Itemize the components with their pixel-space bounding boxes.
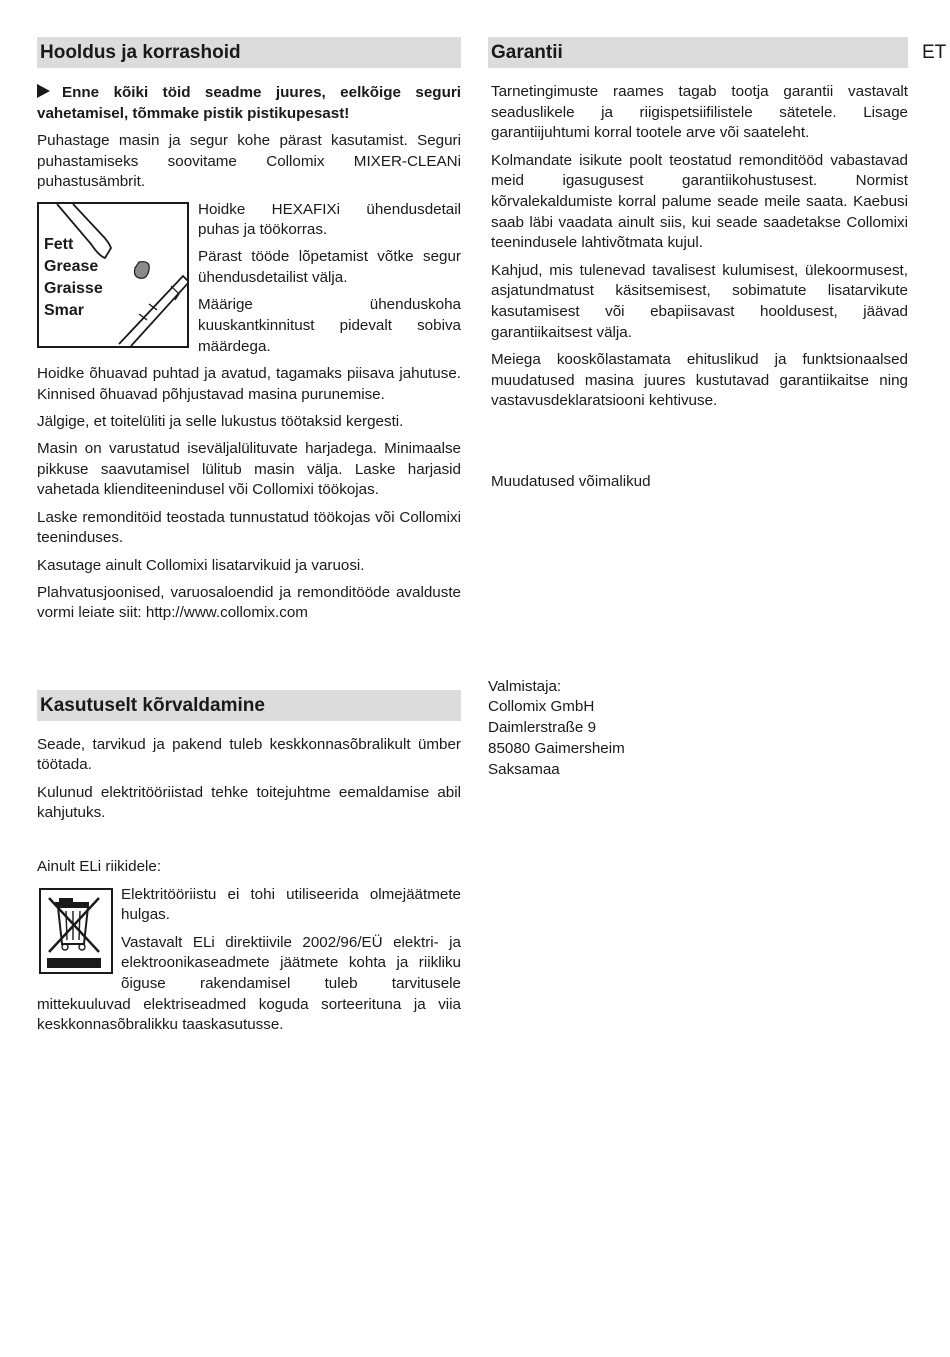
grease-paragraph: Määrige ühenduskoha kuuskantkinnitust pidevalt sobiva määrdega. [198, 296, 461, 355]
grease-labels [44, 234, 103, 322]
language-tag: ET [922, 42, 947, 63]
changes-note: Muudatused võimalikud [491, 472, 651, 490]
disposal-paragraph: Seade, tarvikud ja pakend tuleb keskkonnasõbralikult ümber töötada. [37, 735, 461, 774]
crossed-out-bin-icon [41, 890, 111, 972]
grease-word: Smar [44, 301, 85, 319]
maintenance-paragraph: Puhastage masin ja segur kohe pärast kasutamist. Seguri puhastamiseks soovitame Collomix MIXER-CLEANi puhastusämbrit. [37, 131, 461, 191]
grease-illustration [37, 202, 189, 348]
manufacturer-label: Valmistaja: [488, 677, 562, 695]
left-column [37, 37, 461, 1043]
maintenance-paragraph: Plahvatusjoonised, varuosaloendid ja remonditööde avalduste vormi leiate siit: http://www.collomix.com [37, 583, 461, 622]
weee-paragraph: Elektritööriistu ei tohi utiliseerida olmejäätmete hulgas. [121, 885, 461, 924]
warranty-paragraph: Kolmandate isikute poolt teostatud remonditööd vabastavad meid igasugusest garantiikohustusest. Normist kõrvalekaldumiste korral palume seade meile saata. Kaebusi saab läbi vaadata ainult siis, kui seade saadetakse Collomixi teenindusele lahtivõtmata kujul. [491, 151, 908, 252]
warranty-paragraph: Kahjud, mis tulenevad tavalisest kulumisest, ülekoormusest, asjatundmatust käsitsemisest, sobimatute lisatarvikute kasutamisest või ebapiisavast hooldusest, jäävad garantiikaitsest välja. [491, 261, 908, 341]
grease-word: Grease [44, 257, 99, 275]
warranty-paragraph: Meiega kooskõlastamata ehituslikud ja funktsionaalsed muudatused masina juures kustutavad garantiikaitse ning vastavusdeklaratsiooni kehtivuse. [491, 350, 908, 410]
manufacturer-block [488, 677, 908, 781]
arrow-right-icon [37, 84, 50, 98]
warranty-heading: Garantii [488, 37, 908, 68]
disposal-heading: Kasutuselt kõrvaldamine [37, 690, 461, 721]
maintenance-paragraph: Hoidke õhuavad puhtad ja avatud, tagamaks piisava jahutuse. Kinnised õhuavad põhjustavad masina purunemise. [37, 364, 461, 403]
grease-word: Fett [44, 235, 74, 253]
right-column [488, 37, 908, 780]
maintenance-paragraph: Jälgige, et toitelüliti ja selle lukustus töötaksid kergesti. [37, 412, 404, 430]
manufacturer-city: 85080 Gaimersheim [488, 739, 625, 757]
maintenance-warning [37, 83, 461, 124]
weee-directive-paragraph: Vastavalt ELi direktiivile 2002/96/EÜ elektri- ja elektroonikaseadmete jäätmete kohta ja riikliku õiguse rakendamisel tuleb tarvitusele mittekuuluvad elektriseadmed koguda sorteerituna ja viia keskkonnasõbralikku taaskasutusse. [37, 933, 461, 1034]
maintenance-paragraph: Laske remonditöid teostada tunnustatud töökojas või Collomixi teeninduses. [37, 508, 461, 547]
manufacturer-name: Collomix GmbH [488, 698, 595, 716]
disposal-paragraph: Kulunud elektritööriistad tehke toitejuhtme eemaldamise abil kahjutuks. [37, 783, 461, 822]
manufacturer-country: Saksamaa [488, 760, 560, 778]
grease-word: Graisse [44, 279, 103, 297]
eu-only-label: Ainult ELi riikidele: [37, 858, 162, 876]
manufacturer-street: Daimlerstraße 9 [488, 719, 597, 737]
hexafix-paragraph: Hoidke HEXAFIXi ühendusdetail puhas ja töökorras. [198, 200, 461, 239]
weee-illustration [39, 888, 113, 974]
maintenance-paragraph: Kasutage ainult Collomixi lisatarvikuid ja varuosi. [37, 556, 365, 574]
warranty-paragraph: Tarnetingimuste raames tagab tootja garantii vastavalt seaduslikele ja riigispetsiifilistele sätetele. Lisage garantiijuhtumi korral tootele arve või saateleht. [491, 83, 908, 142]
maintenance-heading: Hooldus ja korrashoid [37, 37, 461, 68]
maintenance-paragraph: Masin on varustatud iseväljalülituvate harjadega. Minimaalse pikkuse saavutamisel lülitub masin välja. Laske harjasid vahetada klienditeenindusel või Collomixi töökojas. [37, 440, 461, 499]
warning-text: Enne kõiki töid seadme juures, eelkõige seguri vahetamisel, tõmmake pistik pistikupesast! [37, 84, 461, 122]
remove-mixer-paragraph: Pärast tööde lõpetamist võtke segur ühendusdetailist välja. [198, 248, 461, 287]
